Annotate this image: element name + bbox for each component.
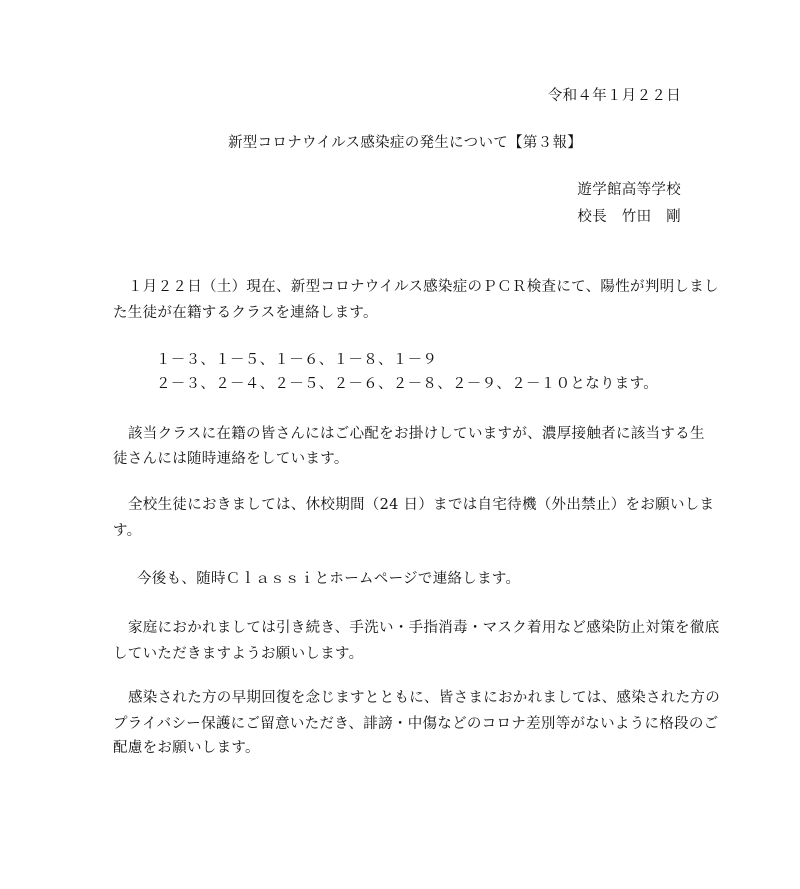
- document-title: 新型コロナウイルス感染症の発生について【第３報】: [228, 135, 583, 151]
- document-date: 令和４年１月２２日: [547, 88, 681, 104]
- principal-name: 校長 竹田 剛: [577, 209, 681, 225]
- paragraph-2-line-2: 徒さんには随時連絡をしています。: [113, 451, 349, 467]
- paragraph-4: 今後も、随時Ｃｌａｓｓｉとホームページで連絡します。: [137, 571, 521, 587]
- paragraph-6-line-1: 感染された方の早期回復を念じますとともに、皆さまにおかれましては、感染された方の: [128, 690, 720, 706]
- paragraph-3-line-2: す。: [113, 523, 142, 539]
- paragraph-1-line-1: １月２２日（土）現在、新型コロナウイルス感染症のＰＣＲ検査にて、陽性が判明しまし: [128, 279, 719, 295]
- paragraph-5-line-2: していただきますようお願いします。: [113, 646, 364, 662]
- paragraph-1-line-2: た生徒が在籍するクラスを連絡します。: [113, 305, 378, 321]
- paragraph-3-line-1: 全校生徒におきましては、休校期間（24 日）までは自宅待機（外出禁止）をお願いしま: [128, 497, 715, 513]
- school-name: 遊学館高等学校: [577, 182, 681, 198]
- paragraph-6-line-2: プライバシー保護にご留意いただき、誹謗・中傷などのコロナ差別等がないように格段のご: [113, 716, 719, 732]
- paragraph-6-line-3: 配慮をお願いします。: [113, 740, 260, 756]
- class-list-grade-1: １－３、１－５、１－６、１－８、１－９: [156, 352, 438, 368]
- paragraph-5-line-1: 家庭におかれましては引き続き、手洗い・手指消毒・マスク着用など感染防止対策を徹底: [128, 620, 720, 636]
- class-list-grade-2: ２－３、２－４、２－５、２－６、２－８、２－９、２－１０となります。: [156, 376, 659, 392]
- paragraph-2-line-1: 該当クラスに在籍の皆さんにはご心配をお掛けしていますが、濃厚接触者に該当する生: [128, 426, 705, 442]
